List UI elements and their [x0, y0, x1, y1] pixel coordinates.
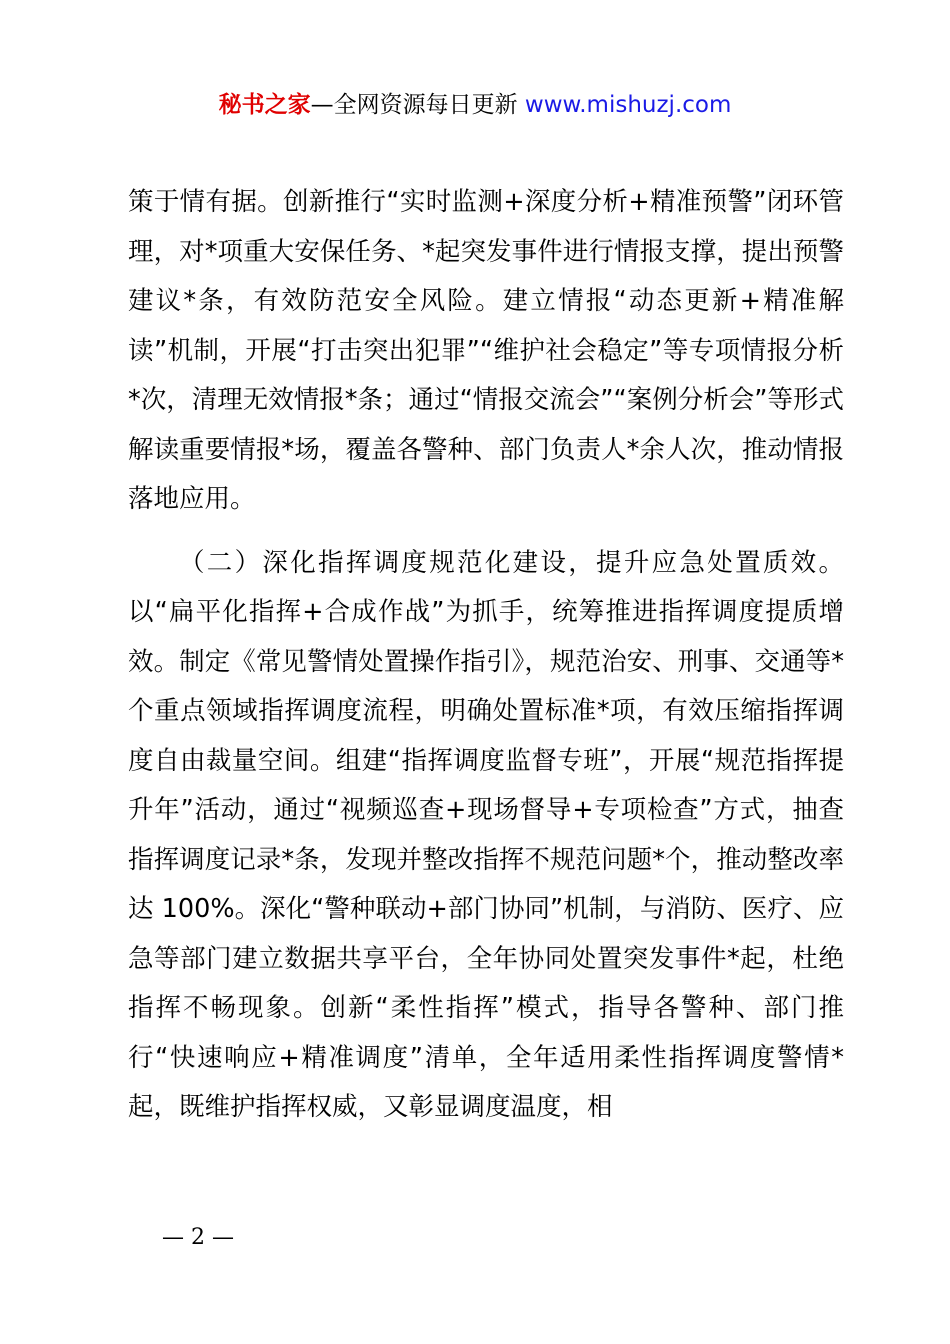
text-line: 挥调度自由裁量空间。组建“指挥调度监督专班”，开展“规: [128, 696, 844, 776]
text-line: 策于情有据。创新推行“实时监测+深度分析+精准预警”闭: [128, 187, 793, 217]
text-line: 项情报分析*次，清理无效情报*条；通过“情报交流会”“案: [128, 335, 844, 415]
text-line: 例分析会”等形式解读重要情报*场，覆盖各警种、部门负责人: [128, 385, 844, 465]
text-line: 突发事件*起，杜绝指挥不畅现象。创新“柔性指挥”模式，指: [128, 943, 844, 1023]
site-brand: 秘书之家: [218, 92, 311, 118]
text-line: 出预警建议*条，有效防范安全风险。建立情报“动态更新+精: [128, 236, 844, 316]
text-line: 等*个重点领域指挥调度流程，明确处置标准*项，有效压缩指: [128, 646, 844, 726]
document-body: [128, 178, 844, 1133]
text-line: “扁平化指挥+合成作战”为抓手，统筹推进指挥调度提质增: [154, 597, 844, 627]
paragraph-1: [128, 178, 844, 525]
text-line: 效。制定《常见警情处置操作指引》，规范治安、刑事、交通: [128, 646, 806, 677]
text-line: 准解读”机制，开展“打击突出犯罪”“维护社会稳定”等专: [128, 286, 844, 366]
text-line: 查”方式，抽查指挥调度记录*条，发现并整改指挥不规范问题: [128, 795, 845, 875]
page-header: [0, 88, 950, 122]
site-tagline: —全网资源每日更新: [310, 92, 525, 118]
text-line: *个，推动整改率达 100%。深化“警种联动+部门协同”机制，: [128, 844, 844, 924]
text-line: 导各警种、部门推行“快速响应+精准调度”清单，全年适用: [128, 993, 844, 1073]
page-number: — 2 —: [162, 1225, 234, 1250]
text-line: 与消防、医疗、应急等部门建立数据共享平台，全年协同处置: [128, 894, 844, 974]
text-line: 柔性指挥调度警情*起，既维护指挥权威，又彰显调度温度，相: [128, 1042, 844, 1122]
text-line: 环管理，对*项重大安保任务、*起突发事件进行情报支撑，提: [128, 187, 844, 267]
text-line: 范指挥提升年”活动，通过“视频巡查+现场督导+专项检: [128, 745, 844, 825]
paragraph-2: [128, 539, 844, 1133]
text-line: *余人次，推动情报落地应用。: [128, 434, 844, 514]
text-line: （二）深化指挥调度规范化建设，提升应急处置质效。以: [128, 547, 844, 627]
site-url-link[interactable]: www.mishuzj.com: [524, 92, 732, 118]
